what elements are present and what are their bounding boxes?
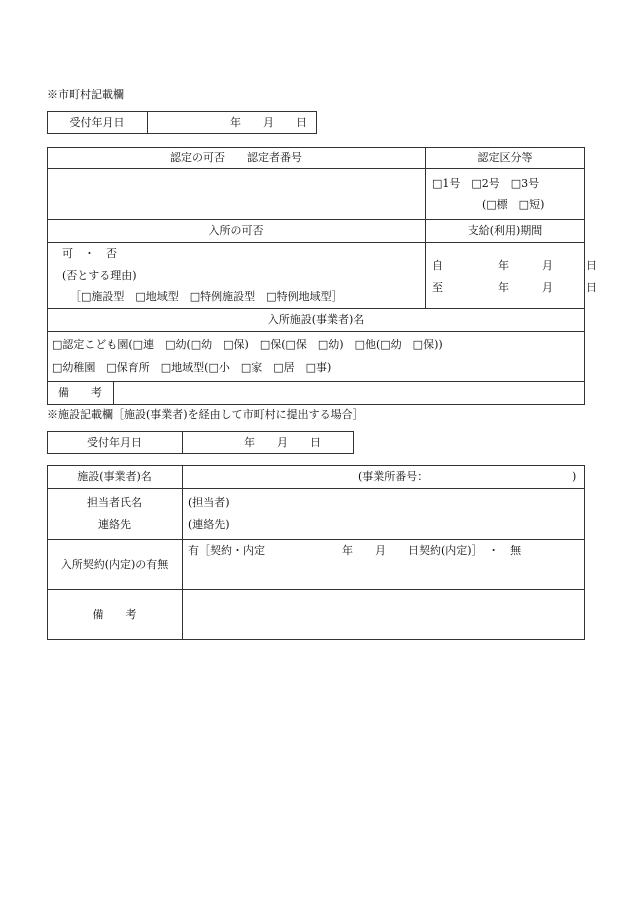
contract-label: 入所契約(内定)の有無 [60,558,169,571]
facility-section-title: ※施設記載欄［施設(事業者)を経由して市町村に提出する場合］ [47,408,364,421]
office-number-label: (事業所番号： [358,470,429,483]
facility-remarks-label: 備 考 [58,386,102,399]
facility-line1: □認定こども園(□連 □幼(□幼 □保) □保(□保 □幼) □他(□幼 □保)) [52,338,443,351]
facility-reception-date: 年 月 日 [244,436,321,449]
municipal-reception-label: 受付年月日 [69,116,125,129]
cert-category-line1: □1号 □2号 □3号 [432,177,540,190]
contact-person-value: (担当者) [188,496,230,509]
facility-line2: □幼稚園 □保育所 □地域型(□小 □家 □居 □事) [52,361,332,374]
cert-header-left: 認定の可否 認定者番号 [170,151,302,164]
admission-period-from: 自 年 月 日 [432,259,597,272]
facility-section-remarks-label: 備 考 [92,608,137,621]
cert-category-line2: (□標 □短) [482,198,545,211]
admission-facility-types: ［□施設型 □地域型 □特例施設型 □特例地域型］ [70,290,343,303]
cert-header-right: 認定区分等 [477,151,533,164]
contact-value: (連絡先) [188,518,230,531]
admission-approval: 可 ・ 否 [62,247,117,260]
admission-period-to: 至 年 月 日 [432,281,597,294]
office-number-close: ) [572,470,577,483]
contact-label: 連絡先 [98,518,131,531]
contact-person-label: 担当者氏名 [87,496,142,509]
admission-header-left: 入所の可否 [208,224,264,237]
facility-name-label: 施設(事業者)名 [77,470,152,483]
admission-header-right: 支給(利用)期間 [467,224,543,237]
contract-value: 有［契約・内定 年 月 日契約(内定)］ ・ 無 [188,544,522,557]
admission-reason-label: (否とする理由) [62,269,137,282]
facility-header: 入所施設(事業者)名 [267,313,365,326]
municipal-reception-date: 年 月 日 [230,116,307,129]
municipal-section-title: ※市町村記載欄 [47,88,124,101]
facility-reception-label: 受付年月日 [87,436,142,449]
